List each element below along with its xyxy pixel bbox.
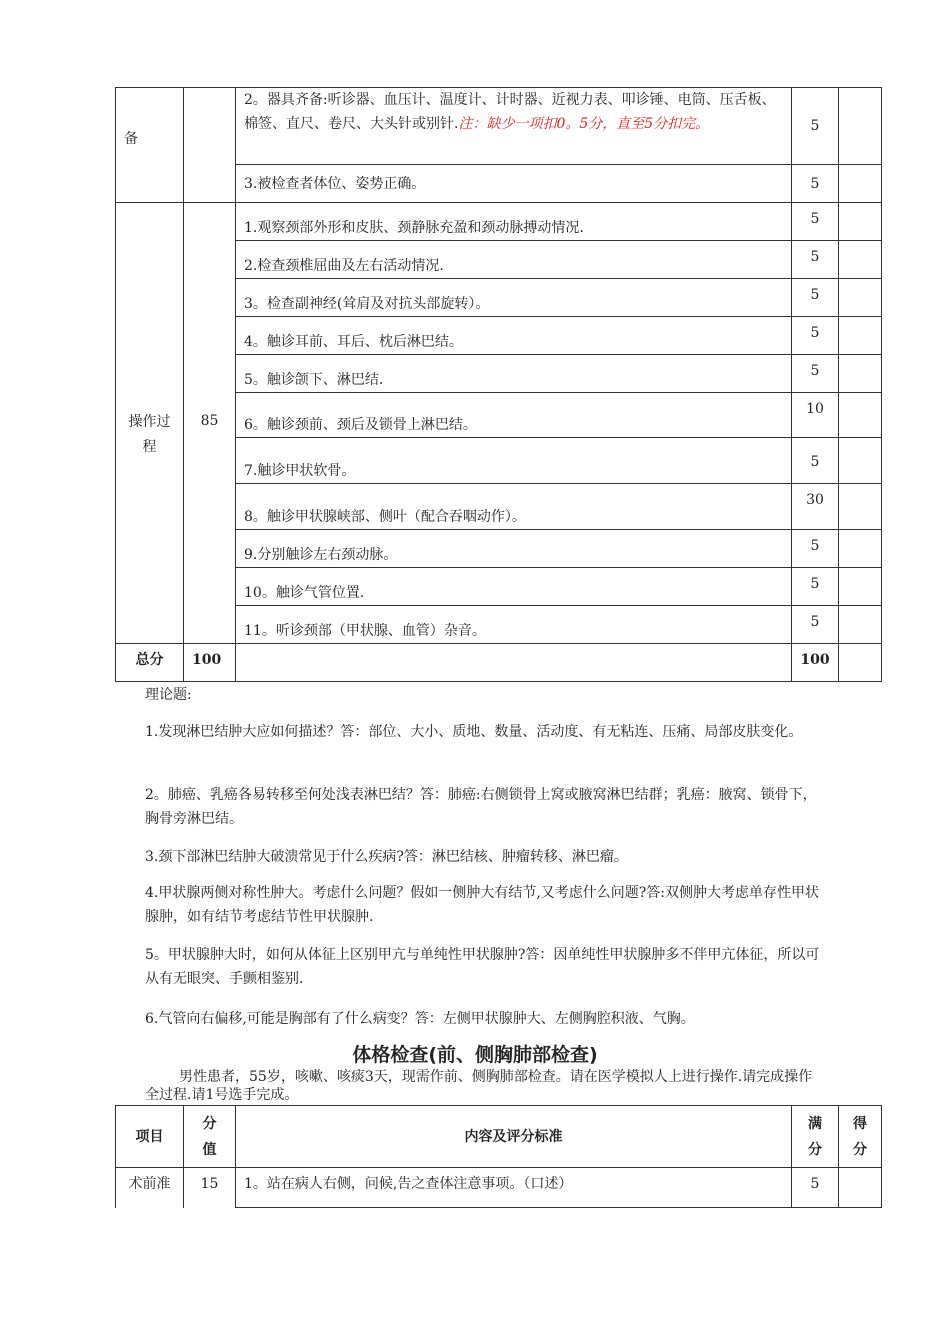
operation-row-content xyxy=(236,317,792,355)
total-value-text: 100 xyxy=(192,652,222,668)
operation-row-content xyxy=(236,438,792,484)
operation-row-text: 2.检查颈椎屈曲及左右活动情况. xyxy=(244,258,444,274)
operation-row-text: 7.触诊甲状软骨。 xyxy=(244,463,356,479)
operation-row-full xyxy=(792,241,839,279)
operation-row-content xyxy=(236,393,792,438)
total-label-text: 总分 xyxy=(135,652,164,668)
full-score: 5 xyxy=(810,118,820,134)
scoring-table-chest xyxy=(115,1105,882,1208)
operation-value: 85 xyxy=(200,413,219,429)
full-score: 5 xyxy=(810,614,820,630)
prep-row-score xyxy=(839,165,882,203)
prep-row-score xyxy=(839,88,882,165)
operation-row-score xyxy=(839,438,882,484)
prep-row-note: 注：缺少一项扣0。5分，直至5分扣完。 xyxy=(458,116,710,132)
operation-row-full xyxy=(792,279,839,317)
prep-value-cell xyxy=(184,88,236,203)
header-content-text: 内容及评分标准 xyxy=(464,1128,563,1145)
prep-category-cell xyxy=(116,88,184,203)
full-score: 5 xyxy=(810,363,820,379)
header-content xyxy=(236,1106,792,1168)
full-score: 5 xyxy=(810,175,820,192)
operation-row-content xyxy=(236,484,792,530)
operation-row-text: 11。听诊颈部（甲状腺、血管）杂音。 xyxy=(244,623,486,639)
header-full xyxy=(792,1106,839,1168)
total-value xyxy=(184,644,236,682)
operation-row-text: 4。触诊耳前、耳后、枕后淋巴结。 xyxy=(244,334,463,350)
operation-row-score xyxy=(839,606,882,644)
row-score xyxy=(839,1168,882,1208)
prep-row-text: 3.被检查者体位、姿势正确。 xyxy=(244,175,426,192)
operation-row-score xyxy=(839,484,882,530)
total-content xyxy=(236,644,792,682)
operation-row-full xyxy=(792,203,839,241)
full-score: 10 xyxy=(806,401,824,417)
prep-row-content xyxy=(236,165,792,203)
full-score: 5 xyxy=(810,211,820,227)
operation-row-content xyxy=(236,568,792,606)
operation-row-text: 8。触诊甲状腺峡部、侧叶（配合吞咽动作）。 xyxy=(244,509,526,525)
operation-row-text: 3。检查副神经(耸肩及对抗头部旋转）。 xyxy=(244,296,490,312)
header-score-text: 得分 xyxy=(853,1115,867,1158)
total-score xyxy=(839,644,882,682)
operation-row-score xyxy=(839,393,882,438)
operation-row-text: 9.分别触诊左右颈动脉。 xyxy=(244,547,398,563)
operation-row-content xyxy=(236,530,792,568)
row-full-text: 5 xyxy=(810,1176,820,1192)
full-score: 5 xyxy=(810,576,820,592)
operation-category-cell xyxy=(116,203,184,644)
operation-row-score xyxy=(839,203,882,241)
total-full xyxy=(792,644,839,682)
scoring-table-neck xyxy=(115,87,882,682)
header-score xyxy=(839,1106,882,1168)
full-score: 5 xyxy=(810,249,820,265)
row-content xyxy=(236,1168,792,1208)
header-value-text: 分值 xyxy=(202,1115,217,1158)
operation-row-text: 10。触诊气管位置. xyxy=(244,585,365,601)
operation-row-content xyxy=(236,355,792,393)
full-score: 30 xyxy=(806,492,824,508)
row-value-text: 15 xyxy=(200,1176,219,1192)
row-item-text: 术前准 xyxy=(128,1176,171,1192)
operation-row-full xyxy=(792,606,839,644)
full-score: 5 xyxy=(810,325,820,341)
total-label xyxy=(116,644,184,682)
operation-row-full xyxy=(792,484,839,530)
operation-row-score xyxy=(839,279,882,317)
operation-row-full xyxy=(792,355,839,393)
operation-row-score xyxy=(839,317,882,355)
operation-row-full xyxy=(792,568,839,606)
operation-row-full xyxy=(792,393,839,438)
prep-row-full xyxy=(792,88,839,165)
operation-row-content xyxy=(236,241,792,279)
row-value xyxy=(184,1168,236,1208)
header-value xyxy=(184,1106,236,1168)
header-item-text: 项目 xyxy=(135,1128,164,1145)
operation-value-cell xyxy=(184,203,236,644)
theory-heading: 理论题: xyxy=(145,687,192,703)
operation-row-text: 5。触诊颌下、淋巴结. xyxy=(244,372,384,388)
header-full-text: 满分 xyxy=(808,1115,822,1158)
row-item xyxy=(116,1168,184,1208)
operation-category: 操作过程 xyxy=(128,414,171,455)
full-score: 5 xyxy=(810,454,820,470)
row-content-text: 1。站在病人右侧，问候,告之查体注意事项。（口述） xyxy=(244,1176,573,1192)
theory-item: 2。肺癌、乳癌各易转移至何处浅表淋巴结？答：肺癌:右侧锁骨上窝或腋窝淋巴结群；乳癌：腋窝、锁骨下，胸骨旁淋巴结。 xyxy=(145,787,817,827)
operation-row-content xyxy=(236,203,792,241)
full-score: 5 xyxy=(810,287,820,303)
operation-row-content xyxy=(236,279,792,317)
header-item xyxy=(116,1106,184,1168)
operation-row-score xyxy=(839,568,882,606)
theory-item: 6.气管向右偏移,可能是胸部有了什么病变？答：左侧甲状腺肿大、左侧胸腔积液、气胸。 xyxy=(145,1011,695,1027)
theory-item: 5。甲状腺肿大时，如何从体征上区别甲亢与单纯性甲状腺肿?答：因单纯性甲状腺肿多不伴甲亢体征，所以可从有无眼突、手颤相鉴别. xyxy=(145,947,820,987)
row-full xyxy=(792,1168,839,1208)
prep-category: 备 xyxy=(124,131,138,147)
operation-row-text: 6。触诊颈前、颈后及锁骨上淋巴结。 xyxy=(244,417,477,433)
operation-row-content xyxy=(236,606,792,644)
theory-item: 1.发现淋巴结肿大应如何描述？答：部位、大小、质地、数量、活动度、有无粘连、压痛、局部皮肤变化。 xyxy=(145,724,803,740)
theory-item: 4.甲状腺两侧对称性肿大。考虑什么问题？假如一侧肿大有结节,又考虑什么问题?答:双侧肿大考虑单存性甲状腺肿，如有结节考虑结节性甲状腺肿. xyxy=(145,885,820,925)
full-score: 5 xyxy=(810,538,820,554)
operation-row-score xyxy=(839,530,882,568)
case-intro: 男性患者，55岁，咳嗽、咳痰3天，现需作前、侧胸肺部检查。请在医学模拟人上进行操作.请完成操作全过程.请1号选手完成。 xyxy=(145,1069,813,1103)
operation-row-full xyxy=(792,530,839,568)
section-title: 体格检查(前、侧胸肺部检查) xyxy=(352,1044,598,1066)
prep-row-content xyxy=(236,88,792,165)
prep-row-full xyxy=(792,165,839,203)
operation-row-full xyxy=(792,438,839,484)
prep-row-text: 2。器具齐备:听诊器、血压计、温度计、计时器、近视力表、叩诊锤、电筒、压舌板、棉签、直尺、卷尺、大头针或别针. xyxy=(244,92,776,132)
operation-row-text: 1.观察颈部外形和皮肤、颈静脉充盈和颈动脉搏动情况. xyxy=(244,220,584,236)
operation-row-score xyxy=(839,241,882,279)
total-full-text: 100 xyxy=(800,652,830,668)
operation-row-full xyxy=(792,317,839,355)
operation-row-score xyxy=(839,355,882,393)
theory-item: 3.颈下部淋巴结肿大破溃常见于什么疾病?答：淋巴结核、肿瘤转移、淋巴瘤。 xyxy=(145,849,628,865)
